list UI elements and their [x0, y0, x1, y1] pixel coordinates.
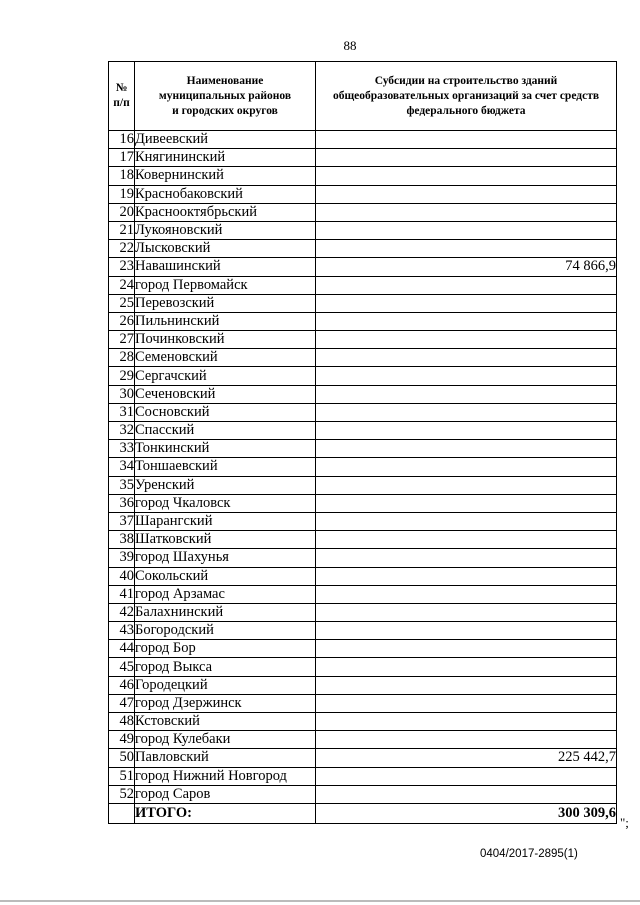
- row-name: город Кулебаки: [135, 731, 316, 749]
- row-number: 36: [109, 494, 135, 512]
- table-row: [109, 167, 617, 185]
- table-row: [109, 185, 617, 203]
- row-name: Лысковский: [135, 240, 316, 258]
- row-name: город Первомайск: [135, 276, 316, 294]
- page-number: 88: [343, 38, 357, 53]
- table-row: [109, 294, 617, 312]
- row-value: [316, 240, 617, 258]
- row-value: 225 442,7: [316, 749, 617, 767]
- table-row: [109, 403, 617, 421]
- row-name: город Арзамас: [135, 585, 316, 603]
- row-value: [316, 549, 617, 567]
- row-number: 24: [109, 276, 135, 294]
- document-code: 0404/2017-2895(1): [480, 848, 578, 860]
- row-name: Пильнинский: [135, 312, 316, 330]
- row-name: Уренский: [135, 476, 316, 494]
- row-name: город Выкса: [135, 658, 316, 676]
- row-number: 17: [109, 149, 135, 167]
- table-row: [109, 312, 617, 330]
- table-row: [109, 713, 617, 731]
- table-row: [109, 494, 617, 512]
- row-name: Тонкинский: [135, 440, 316, 458]
- row-value: [316, 403, 617, 421]
- row-name: город Бор: [135, 640, 316, 658]
- row-value: [316, 331, 617, 349]
- header-subsidy: Субсидии на строительство зданий общеобразовательных организаций за счет средств федерального бюджета: [316, 62, 617, 131]
- row-name: Балахнинский: [135, 603, 316, 621]
- row-value: [316, 585, 617, 603]
- table-row: [109, 549, 617, 567]
- row-name: город Шахунья: [135, 549, 316, 567]
- row-value: [316, 622, 617, 640]
- row-name: Краснооктябрьский: [135, 203, 316, 221]
- row-number: 37: [109, 512, 135, 530]
- row-number: 41: [109, 585, 135, 603]
- row-name: Городецкий: [135, 676, 316, 694]
- row-value: [316, 149, 617, 167]
- table-row: [109, 385, 617, 403]
- row-value: [316, 531, 617, 549]
- row-value: [316, 458, 617, 476]
- table-row: [109, 694, 617, 712]
- table-row: [109, 731, 617, 749]
- row-name: Починковский: [135, 331, 316, 349]
- row-name: Кстовский: [135, 713, 316, 731]
- row-name: Сосновский: [135, 403, 316, 421]
- table-row: [109, 749, 617, 767]
- bottom-edge: [0, 900, 640, 902]
- row-name: город Нижний Новгород: [135, 767, 316, 785]
- row-name: Спасский: [135, 422, 316, 440]
- table-row: [109, 585, 617, 603]
- table-row: [109, 149, 617, 167]
- row-name: Шарангский: [135, 512, 316, 530]
- row-name: Сергачский: [135, 367, 316, 385]
- row-value: [316, 422, 617, 440]
- row-number: 26: [109, 312, 135, 330]
- row-value: [316, 512, 617, 530]
- table-row: [109, 276, 617, 294]
- row-name: Сокольский: [135, 567, 316, 585]
- row-value: [316, 167, 617, 185]
- row-number: 39: [109, 549, 135, 567]
- row-value: [316, 367, 617, 385]
- row-value: [316, 785, 617, 803]
- table-row: [109, 367, 617, 385]
- row-number: 40: [109, 567, 135, 585]
- table-row: [109, 603, 617, 621]
- row-value: [316, 131, 617, 149]
- row-value: [316, 494, 617, 512]
- row-name: Шатковский: [135, 531, 316, 549]
- table-row: [109, 331, 617, 349]
- row-number: 52: [109, 785, 135, 803]
- row-number: 19: [109, 185, 135, 203]
- row-name: Павловский: [135, 749, 316, 767]
- row-name: Княгининский: [135, 149, 316, 167]
- table-row: [109, 767, 617, 785]
- row-name: Семеновский: [135, 349, 316, 367]
- table-row: [109, 676, 617, 694]
- row-value: [316, 658, 617, 676]
- row-value: [316, 349, 617, 367]
- row-value: [316, 640, 617, 658]
- row-number: 25: [109, 294, 135, 312]
- row-number: 48: [109, 713, 135, 731]
- table-row: [109, 476, 617, 494]
- row-value: [316, 276, 617, 294]
- row-number: 50: [109, 749, 135, 767]
- row-number: 28: [109, 349, 135, 367]
- row-number: 31: [109, 403, 135, 421]
- table-row: [109, 240, 617, 258]
- row-value: 74 866,9: [316, 258, 617, 276]
- row-number: 44: [109, 640, 135, 658]
- row-number: 42: [109, 603, 135, 621]
- row-number: 29: [109, 367, 135, 385]
- table-row: [109, 422, 617, 440]
- header-num: № п/п: [109, 62, 135, 131]
- table-row: [109, 567, 617, 585]
- row-number: 32: [109, 422, 135, 440]
- row-value: [316, 294, 617, 312]
- table-row: [109, 349, 617, 367]
- header-name: Наименование муниципальных районов и городских округов: [135, 62, 316, 131]
- row-number: 20: [109, 203, 135, 221]
- row-name: Лукояновский: [135, 221, 316, 239]
- table-row: [109, 258, 617, 276]
- table-row: [109, 440, 617, 458]
- table-header-row: [109, 62, 617, 131]
- row-number: 22: [109, 240, 135, 258]
- row-value: [316, 603, 617, 621]
- table-row: [109, 622, 617, 640]
- total-num-cell: [109, 803, 135, 823]
- row-number: 46: [109, 676, 135, 694]
- row-number: 27: [109, 331, 135, 349]
- row-value: [316, 440, 617, 458]
- row-name: Ковернинский: [135, 167, 316, 185]
- row-number: 47: [109, 694, 135, 712]
- row-value: [316, 185, 617, 203]
- row-number: 21: [109, 221, 135, 239]
- row-name: Краснобаковский: [135, 185, 316, 203]
- row-value: [316, 694, 617, 712]
- row-name: город Дзержинск: [135, 694, 316, 712]
- row-number: 16: [109, 131, 135, 149]
- row-value: [316, 713, 617, 731]
- row-value: [316, 731, 617, 749]
- row-number: 45: [109, 658, 135, 676]
- row-value: [316, 767, 617, 785]
- table-row: [109, 640, 617, 658]
- table-row: [109, 458, 617, 476]
- table-row: [109, 221, 617, 239]
- row-number: 23: [109, 258, 135, 276]
- row-value: [316, 203, 617, 221]
- table-row: [109, 658, 617, 676]
- total-label: ИТОГО:: [135, 803, 316, 823]
- total-value: 300 309,6: [316, 803, 617, 823]
- row-number: 30: [109, 385, 135, 403]
- row-value: [316, 312, 617, 330]
- row-value: [316, 385, 617, 403]
- row-number: 35: [109, 476, 135, 494]
- row-name: Перевозский: [135, 294, 316, 312]
- row-number: 18: [109, 167, 135, 185]
- closing-mark: ";: [620, 815, 629, 830]
- table-body: [109, 131, 617, 804]
- row-number: 33: [109, 440, 135, 458]
- row-value: [316, 676, 617, 694]
- row-number: 38: [109, 531, 135, 549]
- table-row: [109, 203, 617, 221]
- row-number: 49: [109, 731, 135, 749]
- row-name: Навашинский: [135, 258, 316, 276]
- row-value: [316, 567, 617, 585]
- table-row: [109, 785, 617, 803]
- table-row: [109, 531, 617, 549]
- row-name: город Чкаловск: [135, 494, 316, 512]
- table-row: [109, 512, 617, 530]
- row-name: Тоншаевский: [135, 458, 316, 476]
- row-name: Сеченовский: [135, 385, 316, 403]
- row-value: [316, 221, 617, 239]
- row-number: 34: [109, 458, 135, 476]
- total-row: [109, 803, 617, 823]
- row-number: 51: [109, 767, 135, 785]
- subsidy-table: [108, 61, 617, 824]
- table-row: [109, 131, 617, 149]
- row-name: город Саров: [135, 785, 316, 803]
- row-name: Богородский: [135, 622, 316, 640]
- row-name: Дивеевский: [135, 131, 316, 149]
- row-number: 43: [109, 622, 135, 640]
- row-value: [316, 476, 617, 494]
